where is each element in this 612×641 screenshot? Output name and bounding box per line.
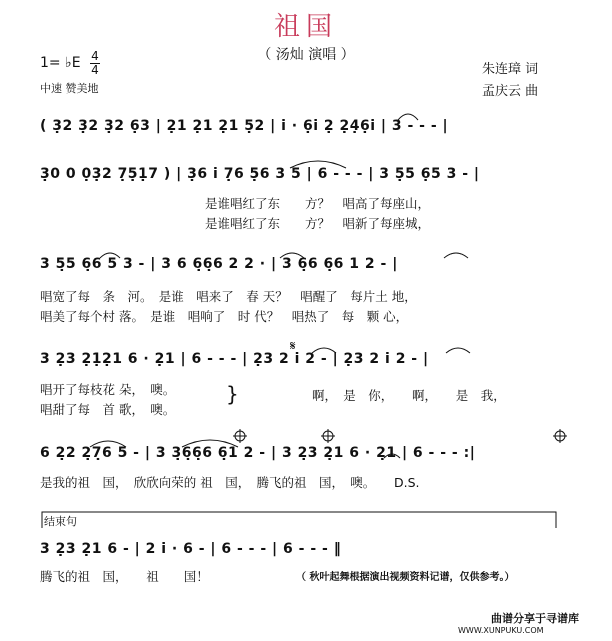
system-3-notes: 3 5̣5 6̣6 5 3 - | 3 6 6̣6̣6 2 2 · | 3 6̣6 6̣6 1 2 - | xyxy=(40,256,398,272)
lyric-brace: } xyxy=(226,382,239,406)
slur xyxy=(182,440,238,447)
system-2-notes: 3̣0 0 0̣3̣2 7̣5̣1̣7 ) | 3̣6 i 7̣6 5̣6 3 5 | 6 - - - | 3 5̣5 6̣5 3 - | xyxy=(40,166,480,182)
system-4-lyric-3: 啊， 是 你， 啊， 是 我， xyxy=(312,388,506,403)
slur xyxy=(312,348,336,353)
segno-sign: 𝄋 xyxy=(290,339,296,354)
system-6-lyric-1: 腾飞的祖 国， 祖 国！ xyxy=(40,569,209,584)
slur xyxy=(444,253,468,258)
system-3-lyric-2: 唱美了每个村 落。 是谁 唱响了 时 代？ 唱热了 每 颗 心， xyxy=(40,309,409,324)
tempo-marking: 中速 赞美地 xyxy=(40,82,99,95)
song-title: 祖国 xyxy=(273,12,338,42)
system-5-lyric-1: 是我的祖 国， 欣欣向荣的 祖 国， 腾飞的祖 国， 噢。 D.S. xyxy=(40,475,420,490)
slur xyxy=(290,161,346,168)
composer-credit: 孟庆云 曲 xyxy=(482,84,539,99)
system-4-lyric-2: 唱甜了每 首 歌， 噢。 xyxy=(40,402,176,417)
slur xyxy=(100,253,120,258)
key-signature: 1= ♭E xyxy=(40,55,81,71)
system-4-notes: 3 2̣3 2̣1̣2̣1 6 · 2̣1 | 6 - - - | 2̣3 2 i 2 - | 2̣3 2 i 2 - | xyxy=(40,351,429,367)
system-6-notes: 3 2̣3 2̣1 6 - | 2 i · 6 - | 6 - - - | 6 - - - ‖ xyxy=(40,541,342,557)
slur xyxy=(446,348,470,353)
system-2-lyric-1: 是谁唱红了东 方？ 唱高了每座山， xyxy=(205,196,431,211)
ending-label: 结束句 xyxy=(44,515,77,528)
meter-bottom: 4 xyxy=(91,63,99,77)
ending-bracket xyxy=(42,512,556,528)
site-url: WWW.XUNPUKU.COM xyxy=(458,626,544,635)
system-2-lyric-2: 是谁唱红了东 方？ 唱新了每座城， xyxy=(205,216,431,231)
source-note: （ 秋叶起舞根据演出视频资料记谱，仅供参考。） xyxy=(296,572,515,583)
song-subtitle: （ 汤灿 演唱 ） xyxy=(257,47,355,63)
site-watermark: 曲谱分享于寻谱库 xyxy=(491,612,579,625)
lyricist-credit: 朱连璋 词 xyxy=(482,62,539,77)
slur xyxy=(398,114,418,120)
meter-top: 4 xyxy=(91,49,99,63)
slur xyxy=(90,441,126,447)
system-1-notes: ( 3̣2 3̣2 3̣2 6̣3 | 2̣1 2̣1 2̣1 5̣2 | i · 6̣i 2̣ 2̣4̣6̣i | 3 - - - | xyxy=(40,118,449,134)
slur xyxy=(280,253,304,258)
system-5-notes: 6 2̣2 2̣7̣6 5 - | 3 3̣6̣6̣6 6̣1 2 - | 3 2̣3 2̣1 6 · 2̣1 | 6 - - - :| xyxy=(40,445,476,461)
system-4-lyric-1: 唱开了每枝花 朵， 噢。 xyxy=(40,382,176,397)
system-3-lyric-1: 唱宽了每 条 河。 是谁 唱来了 春 天？ 唱醒了 每片土 地， xyxy=(40,289,417,304)
